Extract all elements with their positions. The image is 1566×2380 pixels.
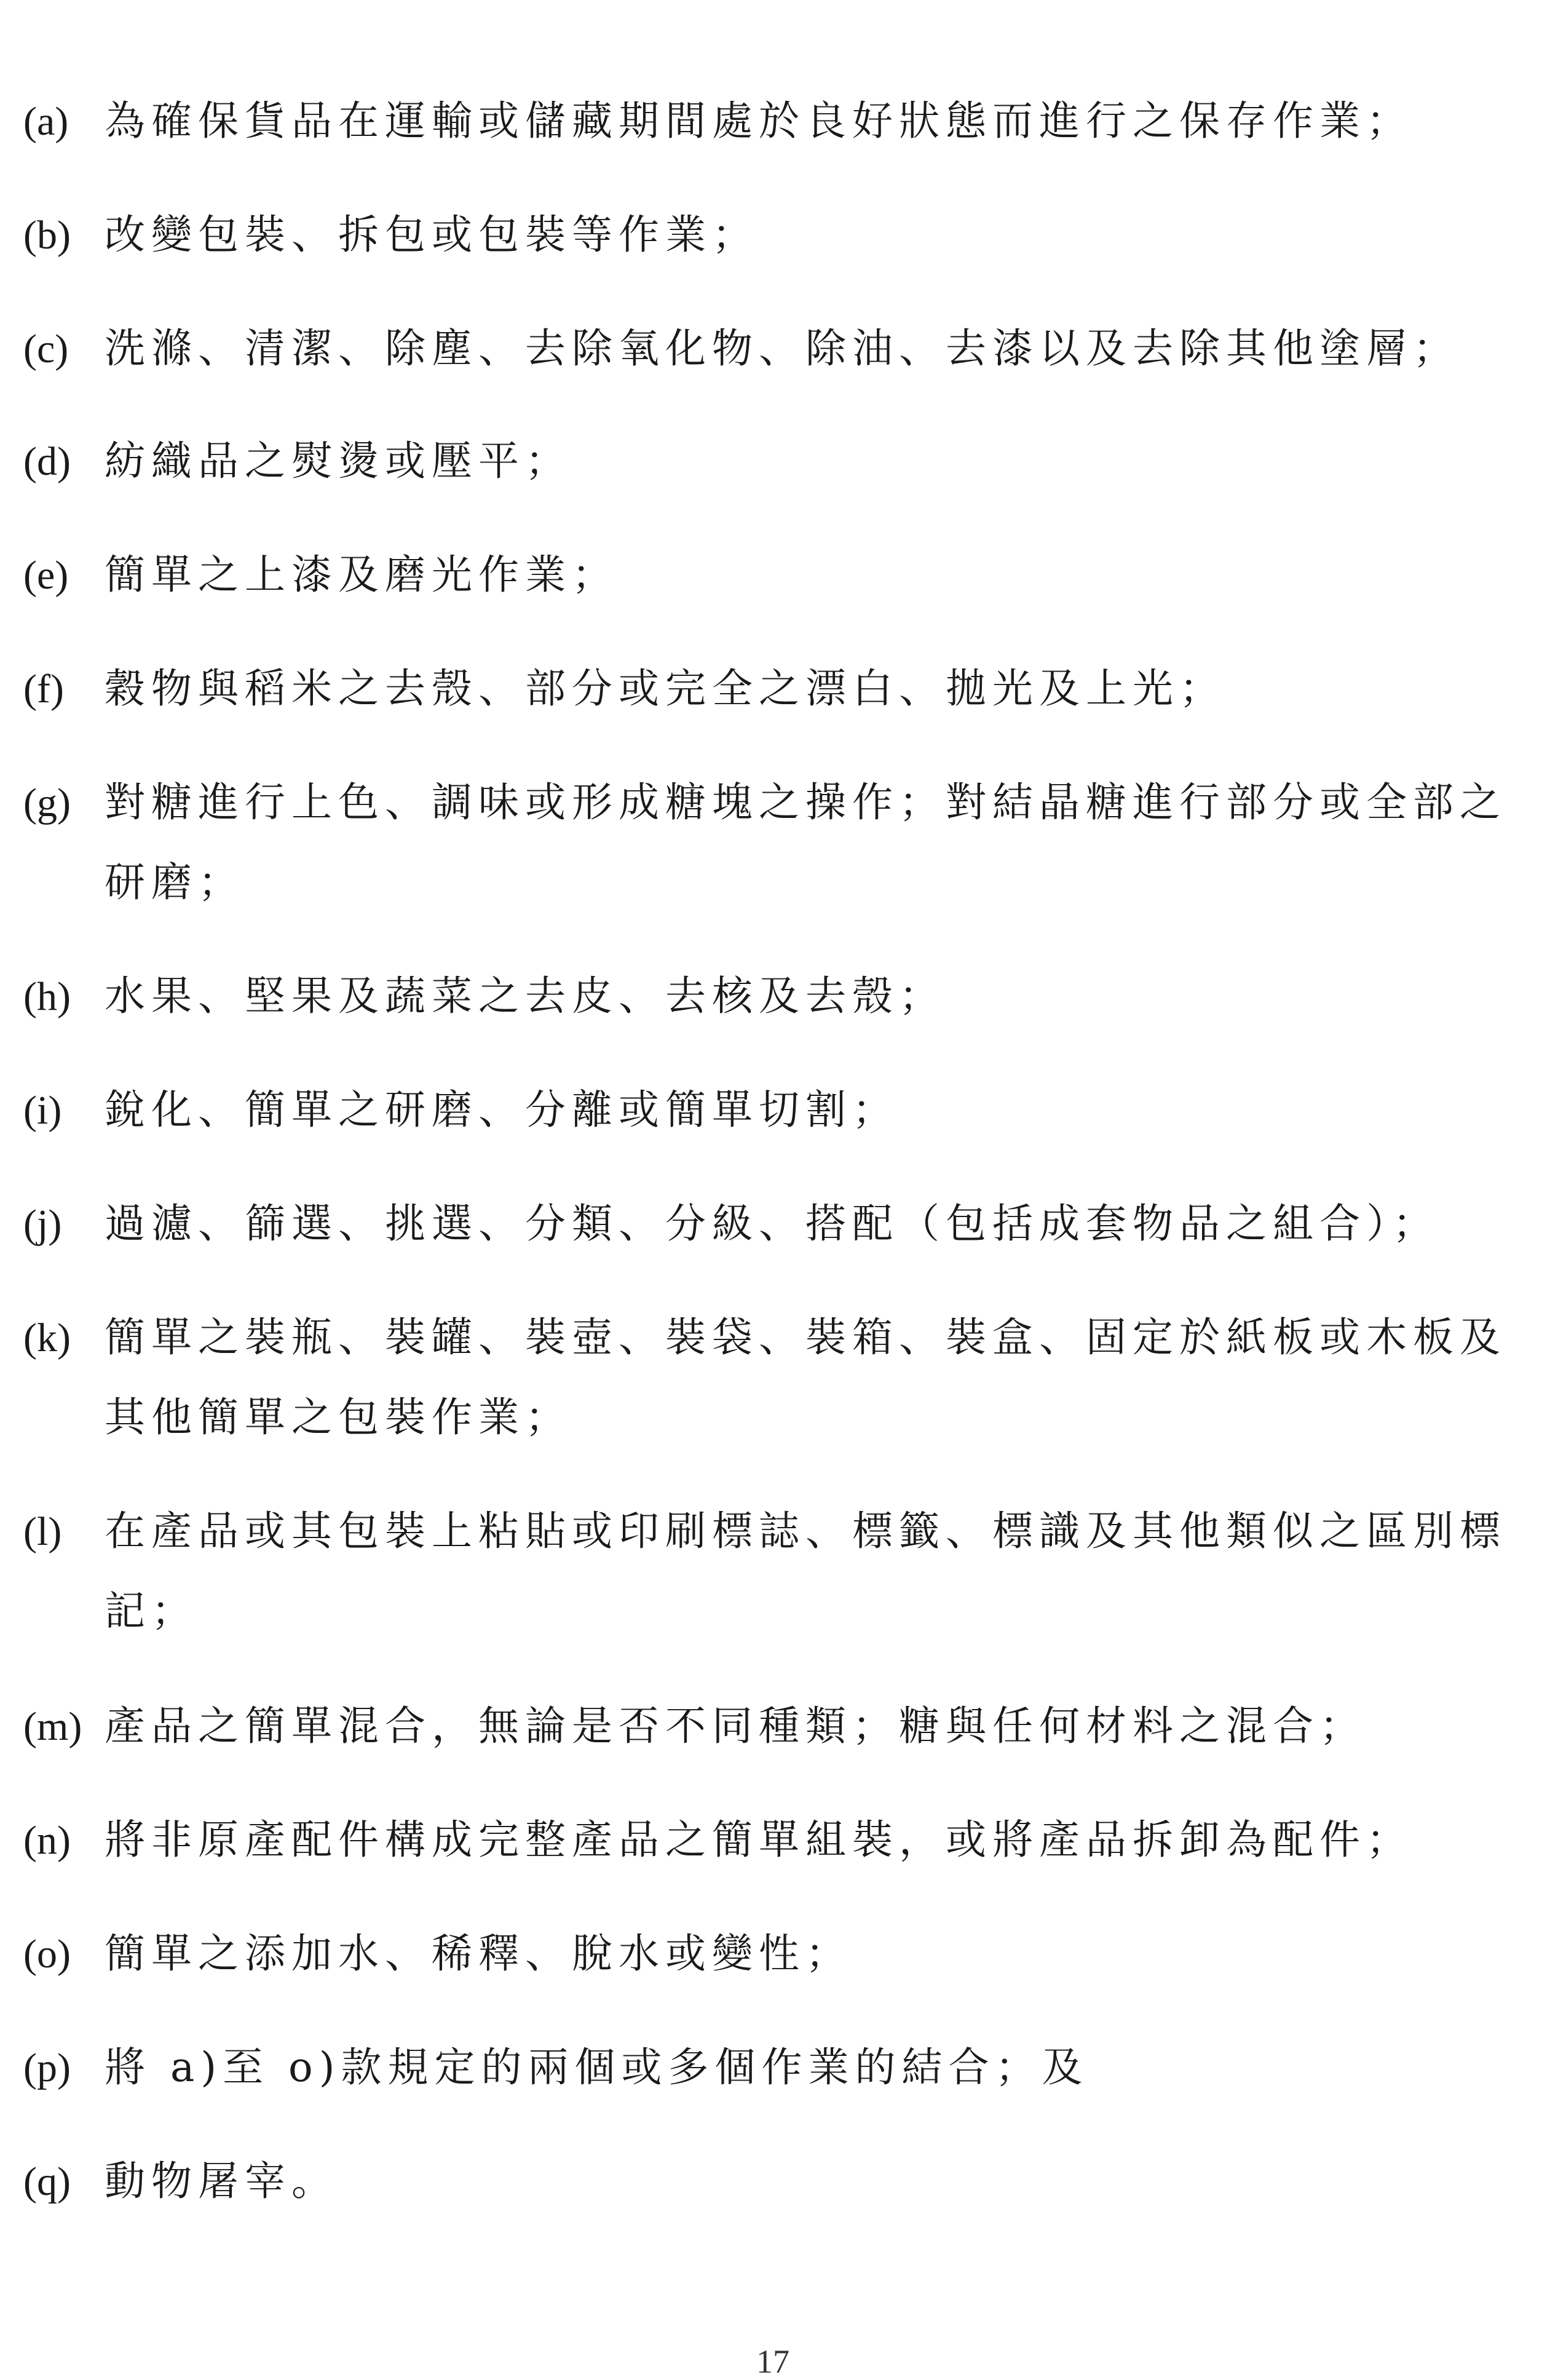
item-text: 過濾、篩選、挑選、分類、分級、搭配（包括成套物品之組合）； (105, 1200, 1439, 1247)
list-item-o (23, 1914, 1541, 1994)
list-item-d (23, 421, 1541, 501)
item-text: 動物屠宰。 (105, 2157, 338, 2205)
list-item-p (23, 2028, 1541, 2108)
list-item-l (23, 1491, 1541, 1651)
list-item-h (23, 956, 1541, 1036)
item-label: (e) (23, 553, 69, 598)
item-text: 簡單之添加水、稀釋、脫水或變性； (105, 1930, 852, 1977)
item-text: 將非原產配件構成完整產品之簡單組裝，或將產品拆卸為配件； (105, 1816, 1413, 1863)
item-label: (k) (23, 1315, 71, 1360)
item-text: 產品之簡單混合，無論是否不同種類；糖與任何材料之混合； (105, 1702, 1366, 1750)
item-text-continuation: 其他簡單之包裝作業； (105, 1394, 572, 1441)
item-label: (c) (23, 327, 69, 371)
item-text: 銳化、簡單之研磨、分離或簡單切割； (105, 1086, 899, 1133)
item-text: 為確保貨品在運輸或儲藏期間處於良好狀態而進行之保存作業； (105, 97, 1413, 145)
list-item-k (23, 1298, 1541, 1458)
item-label: (h) (23, 974, 71, 1019)
item-label: (m) (23, 1704, 82, 1749)
list-item-f (23, 649, 1541, 729)
item-text: 改變包裝、拆包或包裝等作業； (105, 211, 759, 258)
item-text-continuation: 記； (105, 1587, 198, 1635)
item-text: 對糖進行上色、調味或形成糖塊之操作；對結晶糖進行部分或全部之 (105, 779, 1506, 826)
item-text: 簡單之上漆及磨光作業； (105, 551, 619, 598)
list-item-b (23, 195, 1541, 275)
list-item-e (23, 535, 1541, 615)
item-text: 在產品或其包裝上粘貼或印刷標誌、標籤、標識及其他類似之區別標 (105, 1507, 1506, 1555)
item-label: (b) (23, 213, 71, 258)
item-text: 紡織品之熨燙或壓平； (105, 437, 572, 485)
item-text: 穀物與稻米之去殼、部分或完全之漂白、拋光及上光； (105, 665, 1226, 712)
item-label: (i) (23, 1088, 62, 1133)
item-label: (p) (23, 2045, 71, 2090)
item-label: (a) (23, 99, 69, 144)
item-text: 將 a)至 o)款規定的兩個或多個作業的結合；及 (105, 2044, 1089, 2091)
item-label: (j) (23, 1202, 62, 1247)
item-text: 簡單之裝瓶、裝罐、裝壺、裝袋、裝箱、裝盒、固定於紙板或木板及 (105, 1314, 1506, 1361)
list-item-j (23, 1184, 1541, 1264)
item-label: (n) (23, 1818, 71, 1863)
item-text: 洗滌、清潔、除塵、去除氧化物、除油、去漆以及去除其他塗層； (105, 325, 1460, 372)
item-label: (d) (23, 439, 71, 484)
item-label: (q) (23, 2159, 71, 2204)
list-item-m (23, 1686, 1541, 1766)
item-text: 水果、堅果及蔬菜之去皮、去核及去殼； (105, 972, 946, 1020)
item-label: (f) (23, 667, 64, 712)
list-item-a (23, 81, 1541, 161)
list-item-c (23, 309, 1541, 389)
list-item-i (23, 1070, 1541, 1150)
list-item-n (23, 1800, 1541, 1880)
list-item-g (23, 763, 1541, 922)
list-item-q (23, 2141, 1541, 2221)
page-number: 17 (756, 2343, 789, 2380)
item-label: (g) (23, 780, 71, 825)
item-label: (l) (23, 1509, 62, 1554)
item-text-continuation: 研磨； (105, 859, 245, 906)
item-label: (o) (23, 1932, 71, 1977)
